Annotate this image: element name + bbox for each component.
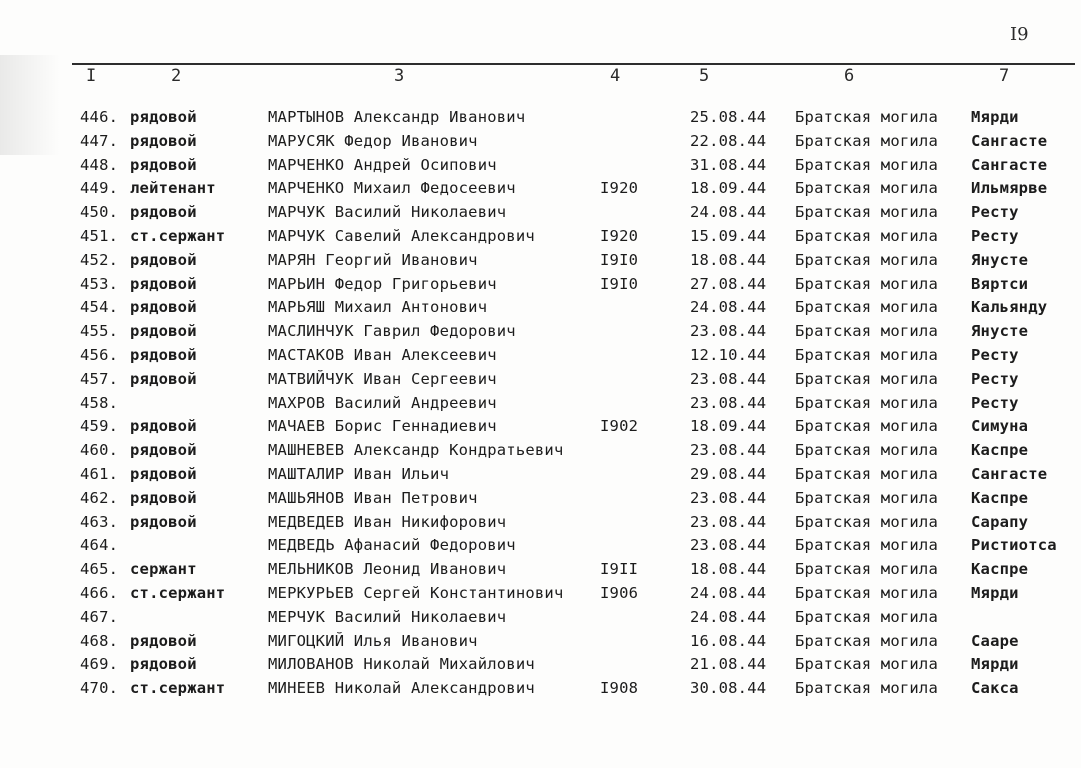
record-birth-year: I902 xyxy=(600,417,639,436)
column-header-row xyxy=(0,66,1081,88)
record-name: МЕДВЕДЬ Афанасий Федорович xyxy=(268,536,516,555)
record-burial-place: Ресту xyxy=(971,226,1019,245)
table-row xyxy=(0,558,1081,582)
record-burial-place: Сааре xyxy=(971,631,1019,650)
record-death-date: 23.08.44 xyxy=(690,512,767,531)
record-burial-type: Братская могила xyxy=(795,250,938,269)
record-name: МИНЕЕВ Николай Александрович xyxy=(268,679,535,698)
record-name: МАШЬЯНОВ Иван Петрович xyxy=(268,488,478,507)
record-number: 468. xyxy=(80,631,119,650)
record-rank: ст.сержант xyxy=(130,226,226,245)
record-name: МАШНЕВЕВ Александр Кондратьевич xyxy=(268,441,564,460)
table-row xyxy=(0,296,1081,320)
column-header-1: I xyxy=(86,66,97,86)
record-burial-place: Вяртси xyxy=(971,274,1029,293)
record-rank: рядовой xyxy=(130,131,197,150)
record-burial-type: Братская могила xyxy=(795,441,938,460)
record-burial-place: Мярди xyxy=(971,583,1019,602)
record-name: МАРЧУК Савелий Александрович xyxy=(268,226,535,245)
record-name: МАРТЫНОВ Александр Иванович xyxy=(268,108,526,126)
record-death-date: 24.08.44 xyxy=(690,298,767,317)
record-burial-type: Братская могила xyxy=(795,322,938,341)
record-burial-type: Братская могила xyxy=(795,393,938,412)
table-row xyxy=(0,249,1081,273)
record-burial-type: Братская могила xyxy=(795,631,938,650)
record-name: МЕРЧУК Василий Николаевич xyxy=(268,607,507,626)
record-burial-type: Братская могила xyxy=(795,417,938,436)
record-rank: рядовой xyxy=(130,274,197,293)
record-death-date: 27.08.44 xyxy=(690,274,767,293)
record-birth-year: I920 xyxy=(600,226,639,245)
record-name: МЕДВЕДЕВ Иван Никифорович xyxy=(268,512,507,531)
record-death-date: 18.08.44 xyxy=(690,250,767,269)
record-rank: рядовой xyxy=(130,108,197,126)
record-number: 464. xyxy=(80,536,119,555)
record-name: МАРЧЕНКО Андрей Осипович xyxy=(268,155,497,174)
record-rank: рядовой xyxy=(130,631,197,650)
record-burial-type: Братская могила xyxy=(795,536,938,555)
column-header-5: 5 xyxy=(699,66,710,86)
record-burial-place: Сакса xyxy=(971,679,1019,698)
record-death-date: 23.08.44 xyxy=(690,322,767,341)
record-burial-place: Мярди xyxy=(971,108,1019,126)
record-name: МАСЛИНЧУК Гаврил Федорович xyxy=(268,322,516,341)
table-row xyxy=(0,534,1081,558)
record-burial-type: Братская могила xyxy=(795,274,938,293)
record-name: МАЧАЕВ Борис Геннадиевич xyxy=(268,417,497,436)
record-number: 450. xyxy=(80,203,119,222)
record-burial-place: Кальянду xyxy=(971,298,1048,317)
record-burial-type: Братская могила xyxy=(795,583,938,602)
record-name: МАРУСЯК Федор Иванович xyxy=(268,131,478,150)
table-row xyxy=(0,177,1081,201)
record-burial-place: Каспре xyxy=(971,560,1029,579)
record-number: 458. xyxy=(80,393,119,412)
table-row xyxy=(0,106,1081,130)
record-burial-place: Ильмярве xyxy=(971,179,1048,198)
record-burial-place: Каспре xyxy=(971,488,1029,507)
record-death-date: 24.08.44 xyxy=(690,607,767,626)
record-death-date: 24.08.44 xyxy=(690,583,767,602)
record-death-date: 15.09.44 xyxy=(690,226,767,245)
record-death-date: 23.08.44 xyxy=(690,488,767,507)
record-burial-place: Сангасте xyxy=(971,131,1048,150)
record-burial-place: Сангасте xyxy=(971,464,1048,483)
table-row xyxy=(0,225,1081,249)
record-burial-type: Братская могила xyxy=(795,131,938,150)
table-row xyxy=(0,392,1081,416)
record-death-date: 16.08.44 xyxy=(690,631,767,650)
record-burial-type: Братская могила xyxy=(795,488,938,507)
table-row xyxy=(0,677,1081,701)
record-burial-type: Братская могила xyxy=(795,655,938,674)
record-number: 469. xyxy=(80,655,119,674)
record-death-date: 23.08.44 xyxy=(690,441,767,460)
record-death-date: 30.08.44 xyxy=(690,679,767,698)
record-rank: рядовой xyxy=(130,512,197,531)
record-burial-type: Братская могила xyxy=(795,345,938,364)
table-row xyxy=(0,415,1081,439)
table-row xyxy=(0,606,1081,630)
record-burial-type: Братская могила xyxy=(795,179,938,198)
record-rank: рядовой xyxy=(130,441,197,460)
table-row xyxy=(0,487,1081,511)
table-row xyxy=(0,368,1081,392)
record-burial-place: Сарапу xyxy=(971,512,1029,531)
record-name: МАРЧУК Василий Николаевич xyxy=(268,203,507,222)
record-death-date: 18.09.44 xyxy=(690,417,767,436)
column-header-3: 3 xyxy=(394,66,405,86)
table-row xyxy=(0,344,1081,368)
table-row xyxy=(0,273,1081,297)
record-rank: сержант xyxy=(130,560,197,579)
record-death-date: 12.10.44 xyxy=(690,345,767,364)
table-row xyxy=(0,439,1081,463)
record-number: 447. xyxy=(80,131,119,150)
record-burial-type: Братская могила xyxy=(795,369,938,388)
record-death-date: 23.08.44 xyxy=(690,393,767,412)
record-number: 459. xyxy=(80,417,119,436)
record-death-date: 18.09.44 xyxy=(690,179,767,198)
table-row xyxy=(0,463,1081,487)
record-burial-place: Каспре xyxy=(971,441,1029,460)
record-burial-place: Ресту xyxy=(971,203,1019,222)
record-birth-year: I920 xyxy=(600,179,639,198)
record-death-date: 31.08.44 xyxy=(690,155,767,174)
record-death-date: 23.08.44 xyxy=(690,369,767,388)
records-table xyxy=(0,106,1081,701)
record-name: МЕРКУРЬЕВ Сергей Константинович xyxy=(268,583,564,602)
record-rank: рядовой xyxy=(130,464,197,483)
record-rank: рядовой xyxy=(130,369,197,388)
record-rank: ст.сержант xyxy=(130,583,226,602)
record-rank: рядовой xyxy=(130,203,197,222)
record-number: 466. xyxy=(80,583,119,602)
record-rank: ст.сержант xyxy=(130,679,226,698)
record-rank: рядовой xyxy=(130,655,197,674)
record-rank: лейтенант xyxy=(130,179,216,198)
record-burial-place: Янусте xyxy=(971,250,1029,269)
table-row xyxy=(0,653,1081,677)
table-row xyxy=(0,320,1081,344)
record-number: 467. xyxy=(80,607,119,626)
record-name: МАРЧЕНКО Михаил Федосеевич xyxy=(268,179,516,198)
record-number: 446. xyxy=(80,108,119,126)
column-header-2: 2 xyxy=(171,66,182,86)
record-death-date: 25.08.44 xyxy=(690,108,767,126)
record-burial-type: Братская могила xyxy=(795,560,938,579)
record-number: 461. xyxy=(80,464,119,483)
record-name: МАСТАКОВ Иван Алексеевич xyxy=(268,345,497,364)
record-number: 452. xyxy=(80,250,119,269)
record-name: МЕЛЬНИКОВ Леонид Иванович xyxy=(268,560,507,579)
record-rank: рядовой xyxy=(130,345,197,364)
record-death-date: 29.08.44 xyxy=(690,464,767,483)
record-burial-place: Сангасте xyxy=(971,155,1048,174)
record-death-date: 22.08.44 xyxy=(690,131,767,150)
record-burial-place: Симуна xyxy=(971,417,1029,436)
record-name: МАРЬЯШ Михаил Антонович xyxy=(268,298,488,317)
page-number: I9 xyxy=(1010,24,1029,45)
record-burial-type: Братская могила xyxy=(795,512,938,531)
record-rank: рядовой xyxy=(130,417,197,436)
record-birth-year: I9I0 xyxy=(600,250,639,269)
table-row xyxy=(0,130,1081,154)
record-name: МАРЯН Георгий Иванович xyxy=(268,250,478,269)
column-header-6: 6 xyxy=(844,66,855,86)
record-name: МИЛОВАНОВ Николай Михайлович xyxy=(268,655,535,674)
record-burial-place: Ресту xyxy=(971,393,1019,412)
record-burial-type: Братская могила xyxy=(795,155,938,174)
table-row xyxy=(0,511,1081,535)
record-number: 449. xyxy=(80,179,119,198)
record-number: 470. xyxy=(80,679,119,698)
column-header-7: 7 xyxy=(999,66,1010,86)
record-burial-type: Братская могила xyxy=(795,298,938,317)
record-number: 455. xyxy=(80,322,119,341)
record-number: 453. xyxy=(80,274,119,293)
column-header-4: 4 xyxy=(610,66,621,86)
table-row xyxy=(0,201,1081,225)
record-burial-type: Братская могила xyxy=(795,464,938,483)
record-burial-place: Янусте xyxy=(971,322,1029,341)
record-number: 448. xyxy=(80,155,119,174)
record-number: 451. xyxy=(80,226,119,245)
record-rank: рядовой xyxy=(130,155,197,174)
record-death-date: 21.08.44 xyxy=(690,655,767,674)
record-burial-type: Братская могила xyxy=(795,679,938,698)
record-birth-year: I9I0 xyxy=(600,274,639,293)
record-birth-year: I9II xyxy=(600,560,639,579)
record-burial-type: Братская могила xyxy=(795,108,938,126)
record-name: МИГОЦКИЙ Илья Иванович xyxy=(268,631,478,650)
record-number: 463. xyxy=(80,512,119,531)
header-rule xyxy=(72,63,1075,65)
record-rank: рядовой xyxy=(130,250,197,269)
record-burial-place: Ресту xyxy=(971,369,1019,388)
record-birth-year: I906 xyxy=(600,583,639,602)
record-burial-place: Мярди xyxy=(971,655,1019,674)
record-burial-type: Братская могила xyxy=(795,203,938,222)
record-number: 454. xyxy=(80,298,119,317)
record-rank: рядовой xyxy=(130,298,197,317)
table-row xyxy=(0,582,1081,606)
record-death-date: 18.08.44 xyxy=(690,560,767,579)
record-name: МАТВИЙЧУК Иван Сергеевич xyxy=(268,369,497,388)
record-name: МАХРОВ Василий Андреевич xyxy=(268,393,497,412)
record-burial-place: Ресту xyxy=(971,345,1019,364)
record-burial-type: Братская могила xyxy=(795,226,938,245)
record-number: 456. xyxy=(80,345,119,364)
record-burial-place: Ристиотса xyxy=(971,536,1057,555)
table-row xyxy=(0,630,1081,654)
record-name: МАРЬИН Федор Григорьевич xyxy=(268,274,497,293)
record-number: 457. xyxy=(80,369,119,388)
record-number: 462. xyxy=(80,488,119,507)
record-death-date: 24.08.44 xyxy=(690,203,767,222)
record-name: МАШТАЛИР Иван Ильич xyxy=(268,464,450,483)
record-rank: рядовой xyxy=(130,322,197,341)
record-death-date: 23.08.44 xyxy=(690,536,767,555)
record-number: 465. xyxy=(80,560,119,579)
record-burial-type: Братская могила xyxy=(795,607,938,626)
record-number: 460. xyxy=(80,441,119,460)
record-rank: рядовой xyxy=(130,488,197,507)
record-birth-year: I908 xyxy=(600,679,639,698)
table-row xyxy=(0,154,1081,178)
